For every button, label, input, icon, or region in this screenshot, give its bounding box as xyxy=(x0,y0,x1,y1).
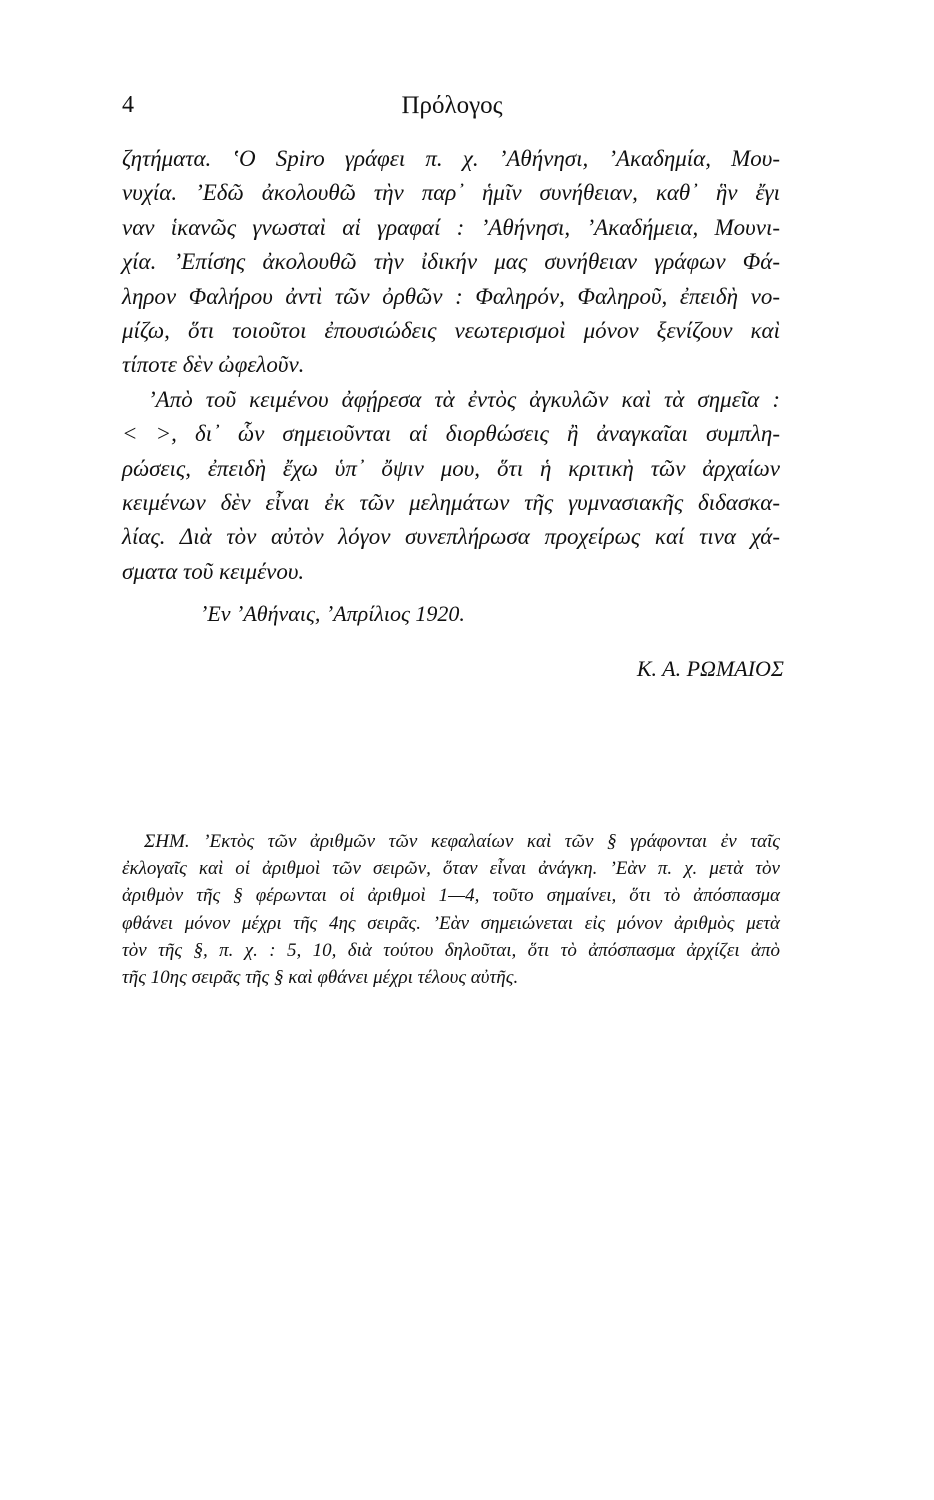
body-line: ρώσεις, ἐπειδὴ ἔχω ὑπ᾽ ὄψιν μου, ὅτι ἡ κριτικὴ τῶν ἀρχαίων xyxy=(122,455,780,481)
body-line: ληρον Φαλήρου ἀντὶ τῶν ὀρθῶν : Φαληρόν, Φαληροῦ, ἐπειδὴ νο- xyxy=(122,283,780,309)
dateline: ʼΕν ʼΑθήναις, ʼΑπρίλιος 1920. xyxy=(200,601,465,626)
note-line: ἀριθμὸν τῆς § φέρωνται οἱ ἀριθμοὶ 1—4, τοῦτο σημαίνει, ὅτι τὸ ἀπόσπασμα xyxy=(122,885,780,907)
body-line: τίποτε δὲν ὠφελοῦν. xyxy=(122,352,305,378)
body-line: χία. ʼΕπίσης ἀκολουθῶ τὴν ἰδικήν μας συνήθειαν γράφων Φά- xyxy=(122,249,780,275)
page-number: 4 xyxy=(122,92,134,118)
note-line: τῆς 10ης σειρᾶς τῆς § καὶ φθάνει μέχρι τέλους αὐτῆς. xyxy=(122,966,519,988)
running-title: Πρόλογος xyxy=(401,92,503,119)
note-line: τὸν τῆς §, π. χ. : 5, 10, διὰ τούτου δηλοῦται, ὅτι τὸ ἀπόσπασμα ἀρχίζει ἀπὸ xyxy=(122,939,780,961)
body-line: ʼΑπὸ τοῦ κειμένου ἀφῄρεσα τὰ ἐντὸς ἀγκυλῶν καὶ τὰ σημεῖα : xyxy=(148,386,780,412)
body-line: νυχία. ʼΕδῶ ἀκολουθῶ τὴν παρ᾽ ἡμῖν συνήθειαν, καθ᾽ ἣν ἔγι xyxy=(122,180,780,206)
body-line: κειμένων δὲν εἶναι ἐκ τῶν μελημάτων τῆς γυμνασιακῆς διδασκα- xyxy=(122,489,780,515)
body-line: σματα τοῦ κειμένου. xyxy=(122,558,305,584)
note-line: ΣΗΜ. ʼΕκτὸς τῶν ἀριθμῶν τῶν κεφαλαίων καὶ τῶν § γράφονται ἐν ταῖς xyxy=(144,831,780,852)
note-line: φθάνει μόνον μέχρι τῆς 4ης σειρᾶς. ʼΕὰν σημειώνεται εἰς μόνον ἀριθμὸς μετὰ xyxy=(122,912,780,934)
body-line: ναν ἱκανῶς γνωσταὶ αἱ γραφαί : ʼΑθήνησι, ʼΑκαδήμεια, Μουνι- xyxy=(122,214,780,240)
preface-body xyxy=(122,142,780,589)
body-line: μίζω, ὅτι τοιοῦτοι ἐπουσιώδεις νεωτερισμοὶ μόνον ξενίζουν καὶ xyxy=(122,317,780,343)
body-line: ζητήματα. ʽΟ Spiro γράφει π. χ. ʼΑθήνησι, ʼΑκαδημία, Μου- xyxy=(122,146,780,171)
footnote xyxy=(122,828,780,991)
author-signature: Κ. Α. ΡΩΜΑΙΟΣ xyxy=(636,656,784,681)
page-header xyxy=(122,92,782,122)
note-line: ἐκλογαῖς καὶ οἱ ἀριθμοὶ τῶν σειρῶν, ὅταν εἶναι ἀνάγκη. ʼΕὰν π. χ. μετὰ τὸν xyxy=(122,858,780,880)
body-line: < >, δι᾽ ὧν σημειοῦνται αἱ διορθώσεις ἢ ἀναγκαῖαι συμπλη- xyxy=(122,421,780,447)
body-line: λίας. Διὰ τὸν αὐτὸν λόγον συνεπλήρωσα προχείρως καί τινα χά- xyxy=(122,524,780,550)
